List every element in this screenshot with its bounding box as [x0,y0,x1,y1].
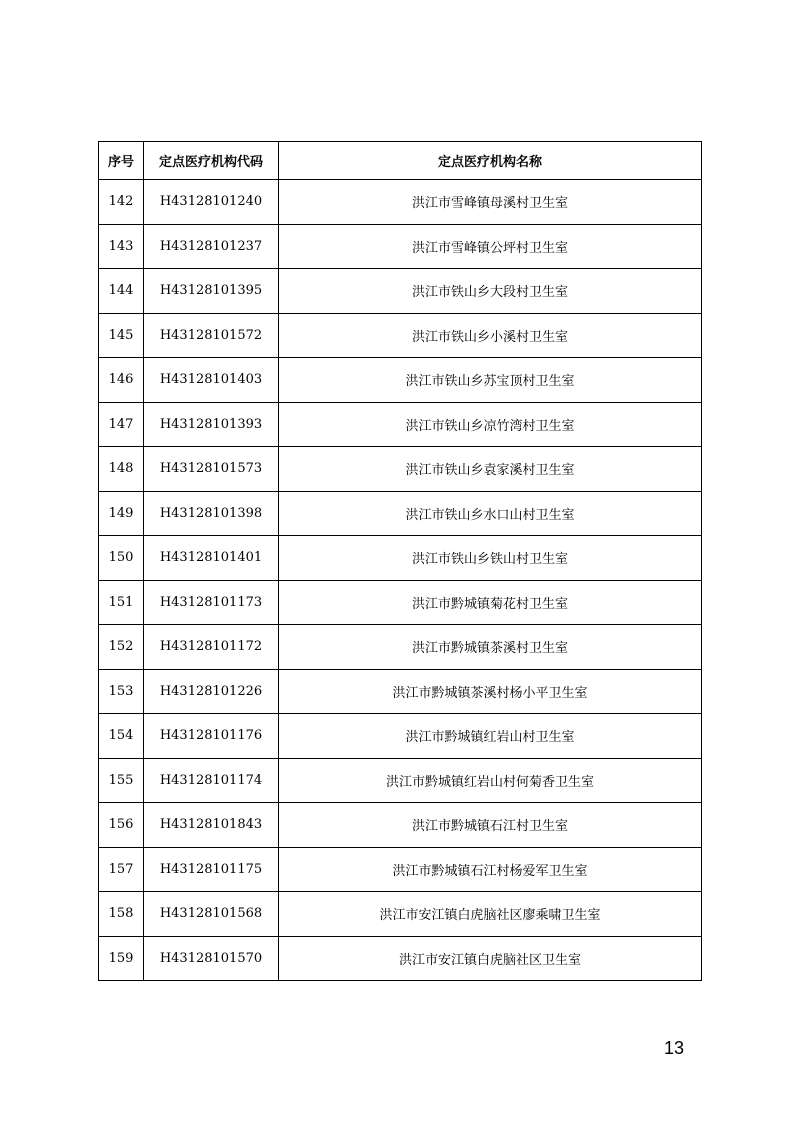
table-row [99,669,702,714]
cell-seq: 154 [99,714,144,759]
institution-table [98,141,702,981]
cell-name: 洪江市黔城镇红岩山村何菊香卫生室 [279,758,702,803]
table-row [99,536,702,581]
cell-name: 洪江市黔城镇石江村卫生室 [279,803,702,848]
cell-name: 洪江市黔城镇菊花村卫生室 [279,580,702,625]
cell-name: 洪江市黔城镇红岩山村卫生室 [279,714,702,759]
table-row [99,491,702,536]
header-row [99,142,702,180]
cell-seq: 156 [99,803,144,848]
table-row [99,269,702,314]
table-row [99,625,702,670]
cell-name: 洪江市黔城镇石江村杨爱军卫生室 [279,847,702,892]
cell-seq: 148 [99,447,144,492]
table-row [99,803,702,848]
cell-name: 洪江市雪峰镇公坪村卫生室 [279,224,702,269]
cell-seq: 149 [99,491,144,536]
cell-code: H43128101237 [144,224,279,269]
table-row [99,758,702,803]
table-row [99,447,702,492]
cell-code: H43128101568 [144,892,279,937]
table-row [99,714,702,759]
cell-code: H43128101395 [144,269,279,314]
table-row [99,224,702,269]
header-name: 定点医疗机构名称 [279,142,702,180]
table-row [99,892,702,937]
table-body [99,180,702,981]
cell-name: 洪江市安江镇白虎脑社区卫生室 [279,936,702,981]
header-seq: 序号 [99,142,144,180]
cell-name: 洪江市雪峰镇母溪村卫生室 [279,180,702,225]
table-header [99,142,702,180]
cell-code: H43128101173 [144,580,279,625]
cell-name: 洪江市铁山乡铁山村卫生室 [279,536,702,581]
cell-seq: 152 [99,625,144,670]
cell-code: H43128101172 [144,625,279,670]
cell-code: H43128101174 [144,758,279,803]
cell-code: H43128101240 [144,180,279,225]
cell-seq: 159 [99,936,144,981]
page-number: 13 [664,1038,685,1058]
cell-seq: 146 [99,358,144,403]
cell-name: 洪江市铁山乡凉竹湾村卫生室 [279,402,702,447]
cell-name: 洪江市安江镇白虎脑社区廖乘啸卫生室 [279,892,702,937]
table-row [99,847,702,892]
cell-seq: 147 [99,402,144,447]
cell-seq: 158 [99,892,144,937]
cell-name: 洪江市铁山乡袁家溪村卫生室 [279,447,702,492]
cell-name: 洪江市铁山乡苏宝顶村卫生室 [279,358,702,403]
cell-name: 洪江市黔城镇茶溪村卫生室 [279,625,702,670]
cell-code: H43128101570 [144,936,279,981]
header-code: 定点医疗机构代码 [144,142,279,180]
cell-seq: 153 [99,669,144,714]
cell-code: H43128101843 [144,803,279,848]
cell-seq: 151 [99,580,144,625]
cell-seq: 157 [99,847,144,892]
cell-seq: 145 [99,313,144,358]
cell-seq: 155 [99,758,144,803]
cell-code: H43128101175 [144,847,279,892]
table-row [99,402,702,447]
cell-code: H43128101573 [144,447,279,492]
cell-name: 洪江市黔城镇茶溪村杨小平卫生室 [279,669,702,714]
cell-seq: 142 [99,180,144,225]
cell-seq: 150 [99,536,144,581]
table-row [99,180,702,225]
cell-code: H43128101226 [144,669,279,714]
cell-name: 洪江市铁山乡水口山村卫生室 [279,491,702,536]
cell-code: H43128101176 [144,714,279,759]
cell-name: 洪江市铁山乡大段村卫生室 [279,269,702,314]
cell-code: H43128101403 [144,358,279,403]
cell-seq: 143 [99,224,144,269]
cell-code: H43128101398 [144,491,279,536]
cell-seq: 144 [99,269,144,314]
cell-code: H43128101572 [144,313,279,358]
table-row [99,580,702,625]
table-row [99,936,702,981]
cell-code: H43128101401 [144,536,279,581]
table-row [99,313,702,358]
table-row [99,358,702,403]
cell-code: H43128101393 [144,402,279,447]
cell-name: 洪江市铁山乡小溪村卫生室 [279,313,702,358]
